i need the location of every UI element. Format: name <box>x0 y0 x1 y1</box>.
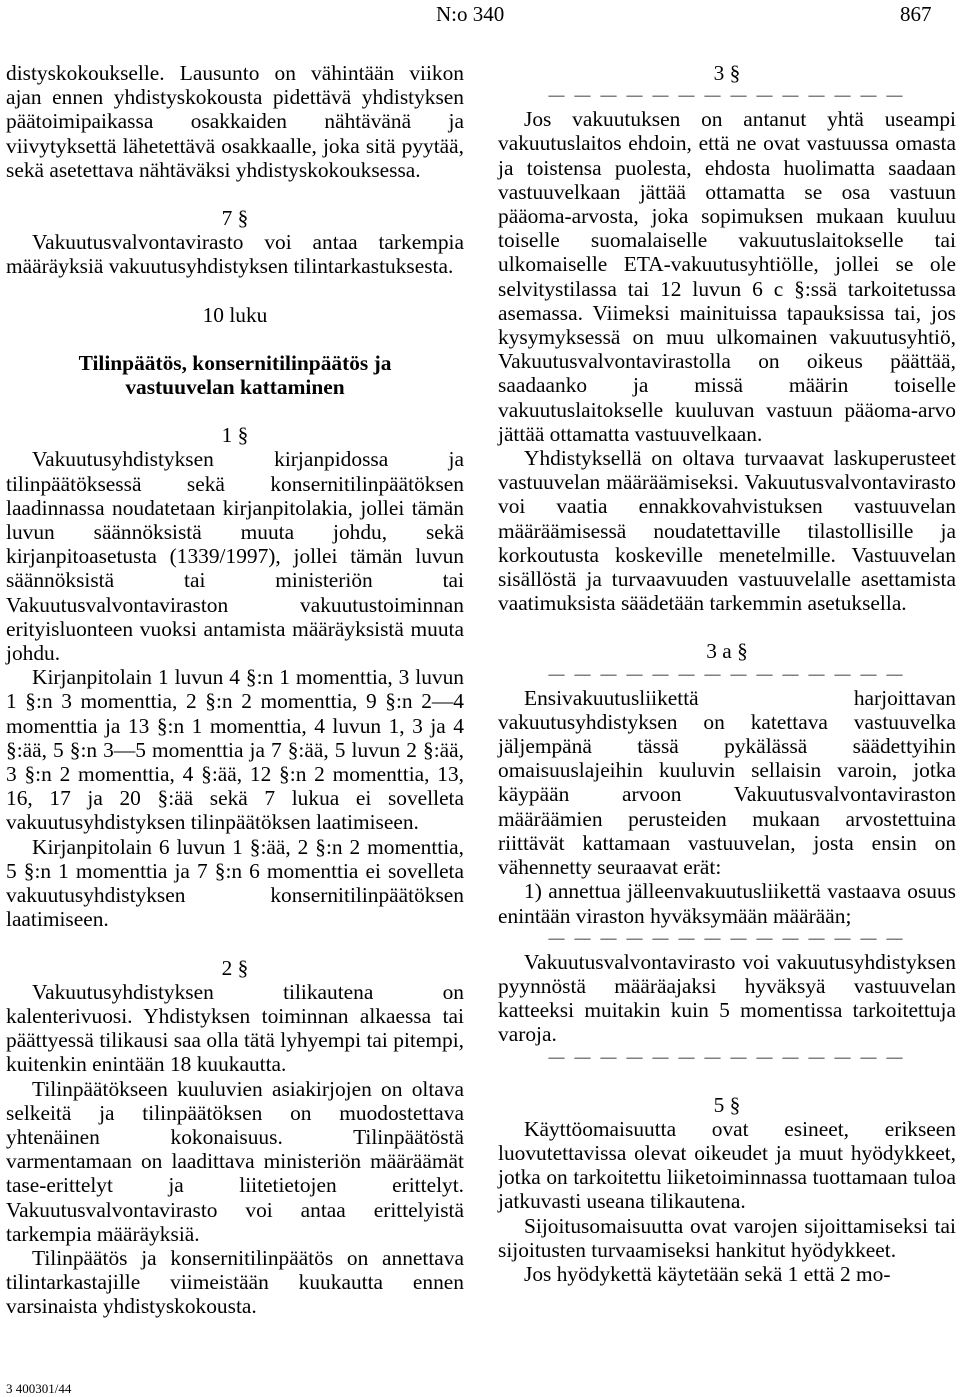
paragraph: distyskokoukselle. Lausunto on vähintään viikon ajan ennen yhdistyskokousta pidettävä yhdistyksen päätoimipaikassa osakkaiden nähtävänä ja viivytyksettä lähetettävä osakkaalle, joka sitä pyytää, sekä asetettava nähtäväksi yhdistyskokouksessa. <box>6 61 464 182</box>
section-heading-1: 1 § <box>221 423 249 448</box>
spacer <box>6 932 464 956</box>
gazette-number: N:o 340 <box>436 2 505 26</box>
spacer <box>6 182 464 206</box>
omission-dashes: — — — — — — — — — — — — — — <box>548 665 906 683</box>
spacer <box>6 279 464 303</box>
page-number: 867 <box>900 2 932 26</box>
paragraph: 1) annettua jälleenvakuutusliikettä vastaava osuus enintään viraston hyväksymään määrään; <box>498 879 956 928</box>
spacer <box>498 615 956 639</box>
left-column <box>6 61 464 1319</box>
paragraph: Vakuutusyhdistyksen tilikautena on kalenterivuosi. Yhdistyksen toiminnan alkaessa tai päättyessä tilikausi saa olla tätä lyhyempi tai pitempi, kuitenkin enintään 18 kuukautta. <box>6 979 464 1077</box>
section-heading-2: 2 § <box>221 955 249 980</box>
print-code: 3 400301/44 <box>6 1381 72 1396</box>
paragraph: Tilinpäätökseen kuuluvien asiakirjojen on oltava selkeitä ja tilinpäätöksen on muodostettava yhtenäinen kokonaisuus. Tilinpäätöstä varmentamaan on laadittava ministeriön määräämät tase-erittelyt ja liitetietojen erittelyt. Vakuutusvalvontavirasto voi antaa erittelyistä tarkempia määräyksiä. <box>6 1076 464 1246</box>
paragraph: Jos hyödykettä käytetään sekä 1 että 2 mo- <box>524 1261 891 1286</box>
section-heading-7: 7 § <box>221 206 249 231</box>
paragraph: Vakuutusyhdistyksen kirjanpidossa ja tilinpäätöksessä sekä konsernitilinpäätöksen laadinnassa noudatetaan kirjanpitolakia, jollei tämän luvun säännöksistä muuta johdu, sekä kirjanpitoasetusta (1339/1997), jollei tämän luvun säännöksistä tai ministeriön tai Vakuutusvalvontaviraston vakuutustoiminnan erityisluonteen vuoksi antamista määräyksistä muuta johdu. <box>6 447 464 666</box>
section-heading-3: 3 § <box>713 61 741 85</box>
paragraph: Vakuutusvalvontavirasto voi vakuutusyhdistyksen pyynnöstä määräajaksi hyväksyä vastuuvelan katteeksi muitakin kuin 5 momentissa tarkoitettuja varoja. <box>498 949 956 1047</box>
paragraph: Sijoitusomaisuutta ovat varojen sijoittamiseksi tai sijoitusten turvaamiseksi hankitut hyödykkeet. <box>498 1213 956 1262</box>
chapter-heading: 10 luku <box>202 302 268 327</box>
paragraph: Käyttöomaisuutta ovat esineet, erikseen luovutettavissa olevat oikeudet ja muut hyödykkeet, jotka on tarkoitettu liiketoiminnassa tuottamaan tuloa jatkuvasti useana tilikautena. <box>498 1116 956 1214</box>
omission-dashes: — — — — — — — — — — — — — — <box>548 929 906 947</box>
paragraph: Kirjanpitolain 1 luvun 4 §:n 1 momenttia, 3 luvun 1 §:n 3 momenttia, 2 §:n 2 momenttia, 9 §:n 2—4 momenttia ja 13 §:n 1 momenttia, 4 luvun 1, 3 ja 4 §:ää, 5 §:n 3—5 momenttia ja 7 §:ää, 5 luvun 2 §:ää, 3 §:n 2 momenttia, 4 §:ää, 12 §:n 2 momenttia, 13, 16, 17 ja 20 §:ää sekä 7 lukua ei sovelleta vakuutusyhdistyksen tilinpäätöksen laatimiseen. <box>6 665 464 835</box>
omission-dashes: — — — — — — — — — — — — — — <box>548 1048 906 1066</box>
right-column <box>498 61 956 1286</box>
spacer <box>6 399 464 423</box>
spacer <box>6 327 464 351</box>
paragraph: Vakuutusvalvontavirasto voi antaa tarkempia määräyksiä vakuutusyhdistyksen tilintarkastuksesta. <box>6 230 464 279</box>
paragraph: Ensivakuutusliikettä harjoittavan vakuutusyhdistyksen on katettava vastuuvelka jäljempänä tässä pykälässä säädettyihin omaisuuslajeihin kuuluvin sellaisin varoin, jotka käypään arvoon Vakuutusvalvontaviraston määräämien perusteiden mukaan arvostettuina riittävät kattamaan vastuuvelan, josta ensin on vähennetty seuraavat erät: <box>498 685 956 880</box>
section-heading-5: 5 § <box>713 1092 741 1117</box>
paragraph: Yhdistyksellä on oltava turvaavat laskuperusteet vastuuvelan määräämiseksi. Vakuutusvalvontavirasto voi vaatia ennakkovahvistuksen vastuuvelan määräämisessä noudatettaville tilastollisille ja korkoutusta koskeville menetelmille. Vastuuvelan sisällöstä ja turvaavuuden vastuuvelalle asettamista vaatimuksista säädetään tarkemmin asetuksella. <box>498 446 956 616</box>
paragraph: Jos vakuutuksen on antanut yhtä useampi vakuutuslaitos ehdoin, että ne ovat vastuussa omasta ja toistensa puolesta, ehdosta huolimatta saadaan vastuuvelkaan jättää ottamatta se osa vastuun pääoma-arvosta, joka sopimuksen mukaan kuuluu toiselle suomalaiselle vakuutuslaitokselle tai ulkomaiselle ETA-vakuutusyhtiölle, jollei se ole selvitystilassa tai 12 luvun 6 c §:ssä tarkoitetussa asemassa. Viimeksi mainituissa tapauksissa tai, jos kysymyksessä on muu ulkomainen vakuutusyhtiö, Vakuutusvalvontavirastolla on oikeus päättää, saadaanko ja missä määrin toiselle vakuutuslaitokselle kuuluvan vastuun pääoma-arvo jättää ottamatta vastuuvelkaan. <box>498 107 956 446</box>
omission-dashes: — — — — — — — — — — — — — — <box>548 87 906 105</box>
section-heading-3a: 3 a § <box>706 639 748 664</box>
paragraph: Kirjanpitolain 6 luvun 1 §:ää, 2 §:n 2 momenttia, 5 §:n 1 momenttia ja 7 §:n 6 momenttia ei sovelleta vakuutusyhdistyksen konsernitilinpäätöksen laatimiseen. <box>6 834 464 932</box>
paragraph: Tilinpäätös ja konsernitilinpäätös on annettava tilintarkastajille viimeistään kuukautta ennen varsinaista yhdistyskokousta. <box>6 1245 464 1319</box>
chapter-title: Tilinpäätös, konsernitilinpäätös ja vastuuvelan kattaminen <box>78 350 392 400</box>
spacer <box>498 1069 956 1093</box>
